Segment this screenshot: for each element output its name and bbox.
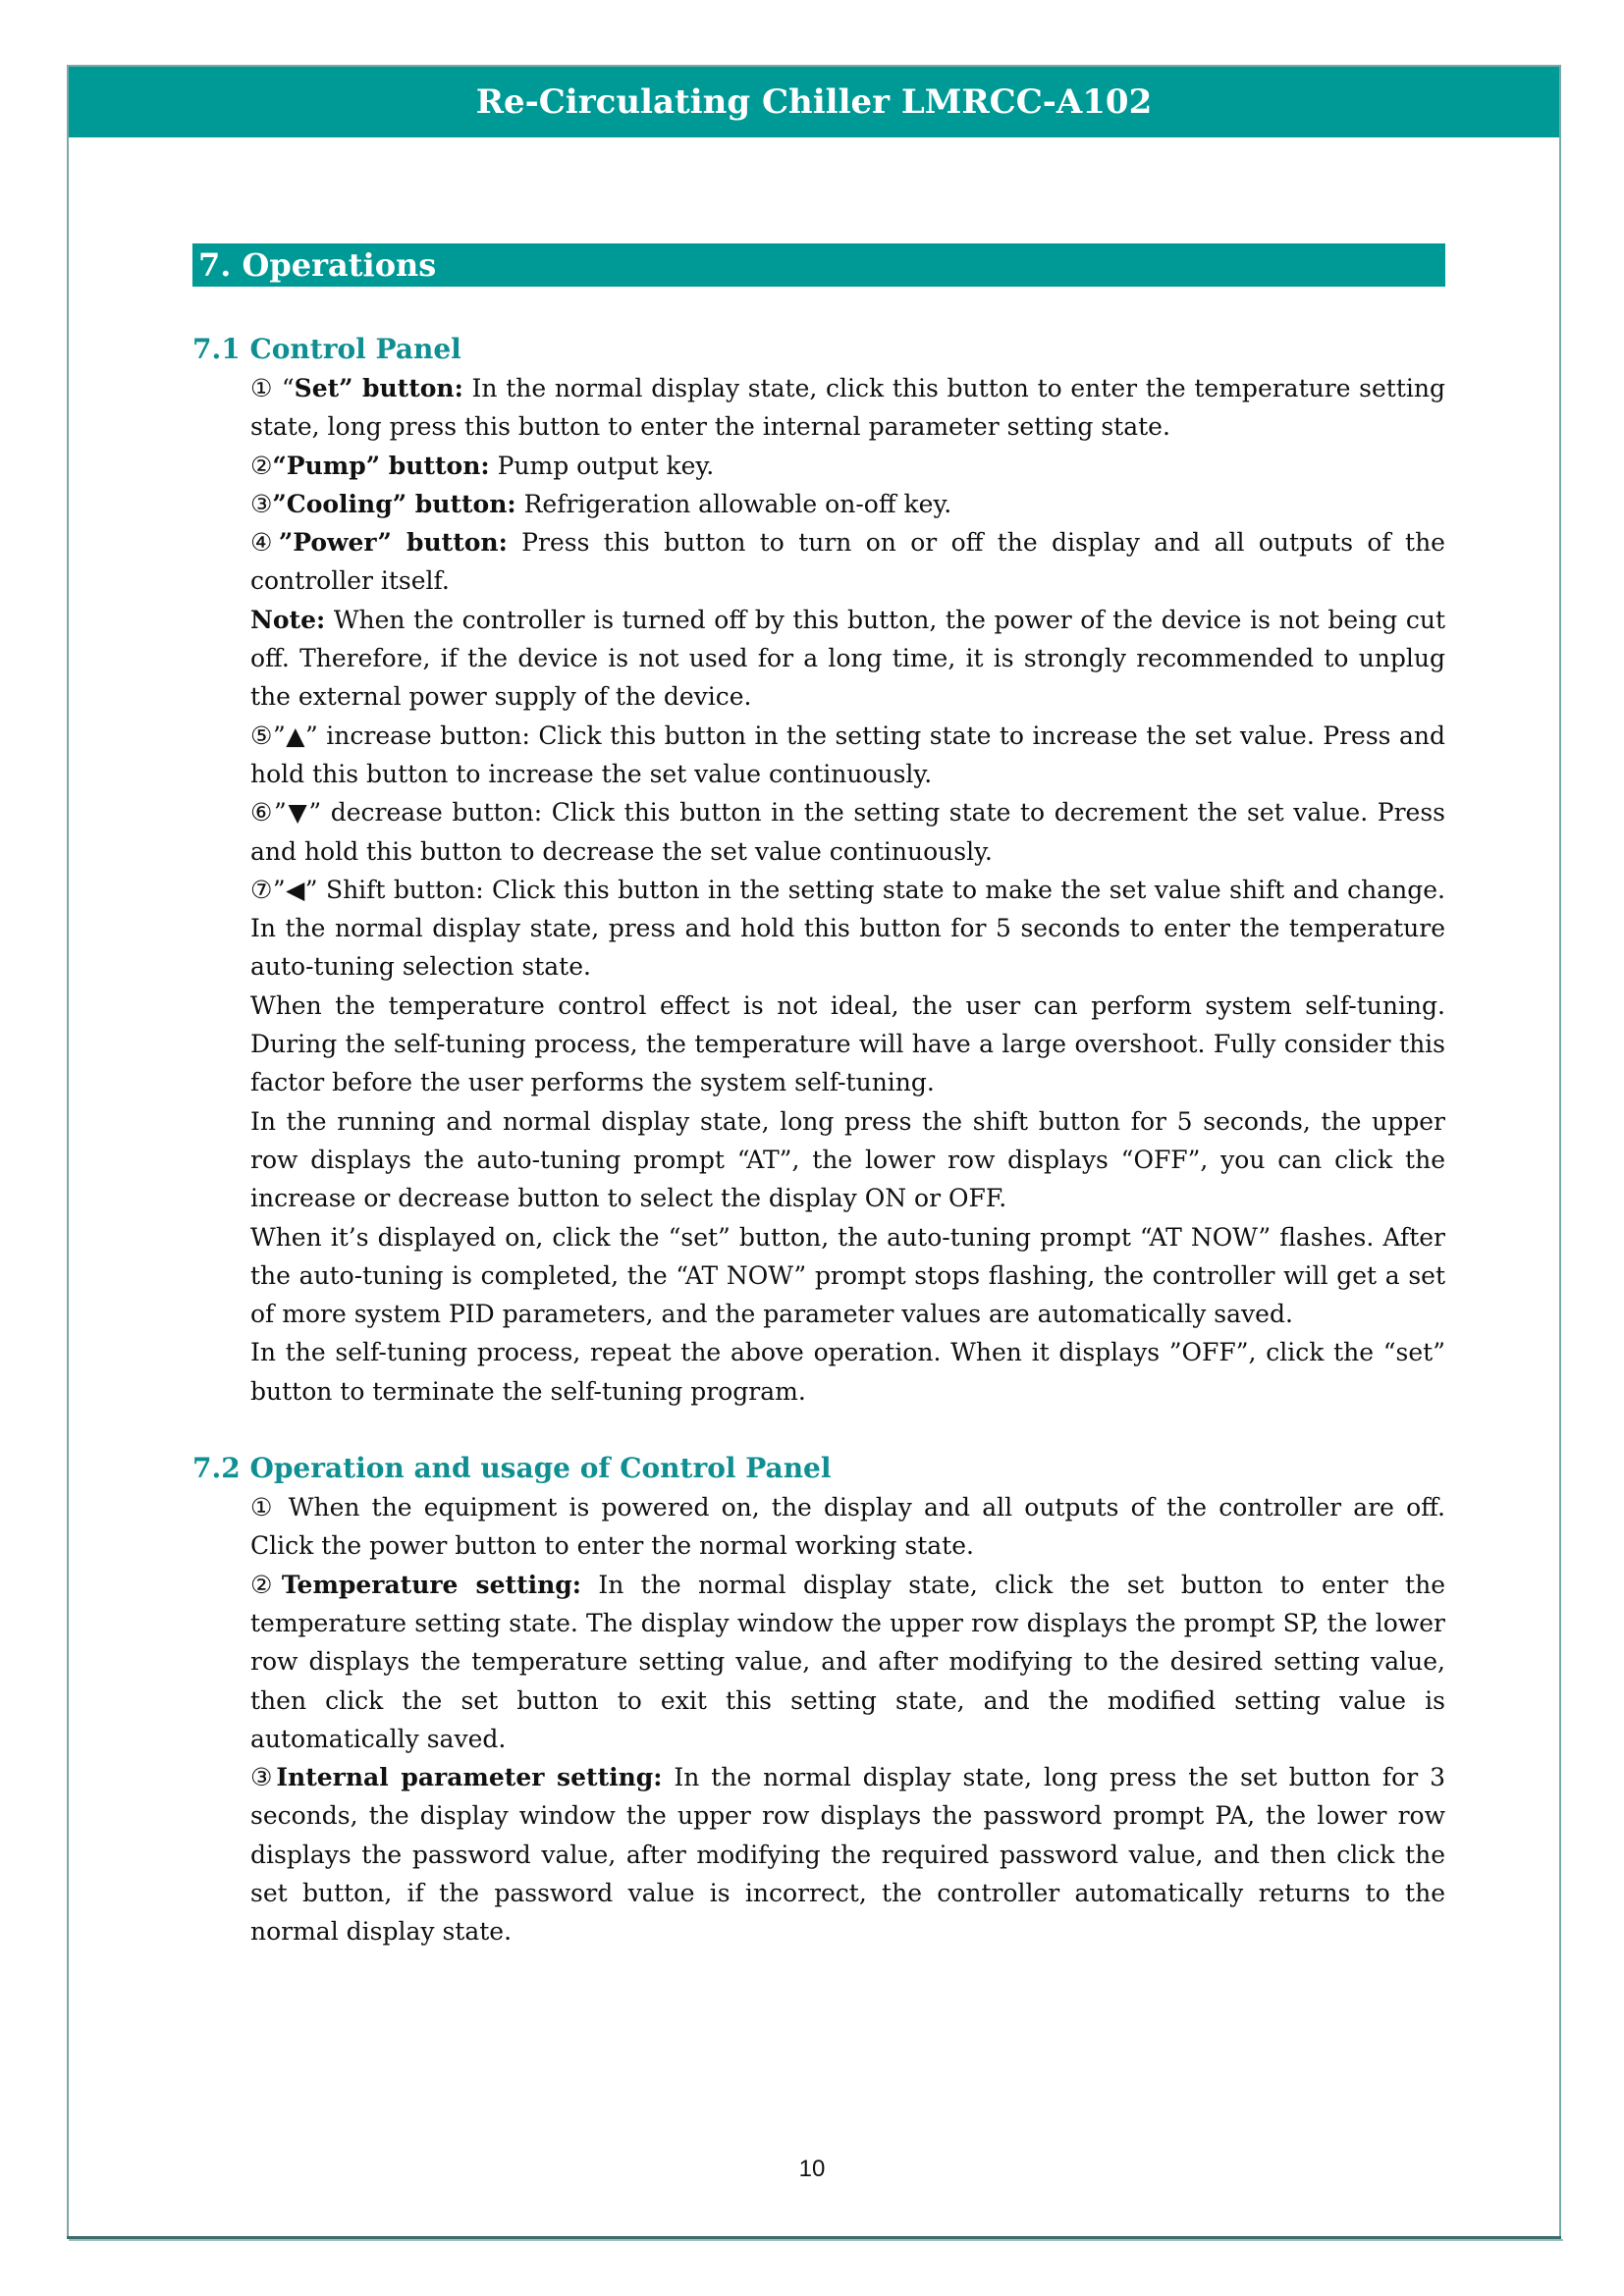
item-marker: ③	[250, 1763, 277, 1792]
item-text: In the normal display state, click this button to enter the temperature setting state, long press this button to enter the internal parameter setting state.	[250, 374, 1445, 442]
item-label: ”Cooling” button:	[272, 489, 516, 518]
section-gap	[192, 1411, 1445, 1449]
subsection-heading-7-1: 7.1 Control Panel	[192, 333, 461, 365]
self-tuning-paragraph: When the temperature control effect is not ideal, the user can perform system self-tuning. During the self-tuning process, the temperature will have a large overshoot. Fully consider this factor before the user performs the system self-tuning.	[250, 990, 1445, 1097]
control-item-increase: ⑤”▲” increase button: Click this button in the setting state to increase the set value. Press and hold this button to increase the set value continuously.	[250, 721, 1445, 788]
control-item-power	[250, 523, 1445, 601]
note-label: Note:	[250, 605, 326, 634]
power-on-paragraph: ① When the equipment is powered on, the display and all outputs of the controller are off. Click the power button to enter the normal working state.	[250, 1493, 1445, 1561]
page-number: 10	[798, 2156, 826, 2182]
item-marker: ②	[250, 451, 273, 480]
terminate-self-tuning-paragraph: In the self-tuning process, repeat the above operation. When it displays ”OFF”, click the “set” button to terminate the self-tuning program.	[250, 1338, 1445, 1406]
item-label: Internal parameter setting:	[276, 1763, 663, 1792]
item-text: In the normal display state, long press the set button for 3 seconds, the display window the upper row displays the password prompt PA, the lower row displays the password value, after modifying the required password value, and then click the set button, if the password value is incorrect, the controller automatically returns to the normal display state.	[250, 1763, 1445, 1947]
section-title: 7. Operations	[192, 243, 1445, 287]
control-item-decrease: ⑥”▼” decrease button: Click this button in the setting state to decrement the set value. Press and hold this button to decrease the set value continuously.	[250, 798, 1445, 866]
subsection-heading-7-2: 7.2 Operation and usage of Control Panel	[192, 1452, 832, 1485]
item-label: Temperature setting:	[281, 1570, 582, 1599]
control-item-shift: ⑦”◀” Shift button: Click this button in the setting state to make the set value shift and change. In the normal display state, press and hold this button for 5 seconds to enter the temperature auto-tuning selection state.	[250, 875, 1445, 982]
document-header-title: Re-Circulating Chiller LMRCC-A102	[69, 67, 1559, 137]
control-item-pump	[250, 447, 1445, 485]
page-content	[192, 330, 1445, 1951]
control-item-set	[250, 369, 1445, 447]
item-marker: ①	[250, 374, 274, 402]
item-text: In the normal display state, click the set button to enter the temperature setting state. The display window the upper row displays the prompt SP, the lower row displays the temperature setting value, and after modifying to the desired setting value, then click the set button to exit this setting state, and the modified setting value is automatically saved.	[250, 1570, 1445, 1753]
auto-tuning-prompt-paragraph: In the running and normal display state, long press the shift button for 5 seconds, the upper row displays the auto-tuning prompt “AT”, the lower row displays “OFF”, you can click the increase or decrease button to select the display ON or OFF.	[250, 1106, 1445, 1213]
item-text: Pump output key.	[489, 451, 715, 480]
temperature-setting-paragraph	[250, 1566, 1445, 1758]
power-note	[250, 601, 1445, 717]
item-label: “Pump” button:	[272, 451, 490, 480]
item-marker: ②	[250, 1570, 282, 1599]
internal-parameter-paragraph	[250, 1758, 1445, 1950]
item-text: Press this button to turn on or off the display and all outputs of the controller itself.	[250, 528, 1445, 596]
page-frame-bottom-shadow	[69, 2239, 1563, 2241]
item-text: Refrigeration allowable on-off key.	[515, 489, 952, 518]
note-text: When the controller is turned off by this button, the power of the device is not being cut off. Therefore, if the device is not used for a long time, it is strongly recommended to unplug the external power supply of the device.	[250, 605, 1445, 712]
item-label: Set” button:	[294, 374, 463, 402]
item-marker: ④	[250, 528, 279, 558]
item-label: ”Power” button:	[278, 528, 508, 558]
item-marker: ③	[250, 489, 273, 518]
control-item-cooling	[250, 485, 1445, 523]
auto-tuning-now-paragraph: When it’s displayed on, click the “set” button, the auto-tuning prompt “AT NOW” flashes. After the auto-tuning is completed, the “AT NOW” prompt stops flashing, the controller will get a set of more system PID parameters, and the parameter values are automatically saved.	[250, 1222, 1445, 1329]
item-prefix: “	[273, 374, 295, 402]
